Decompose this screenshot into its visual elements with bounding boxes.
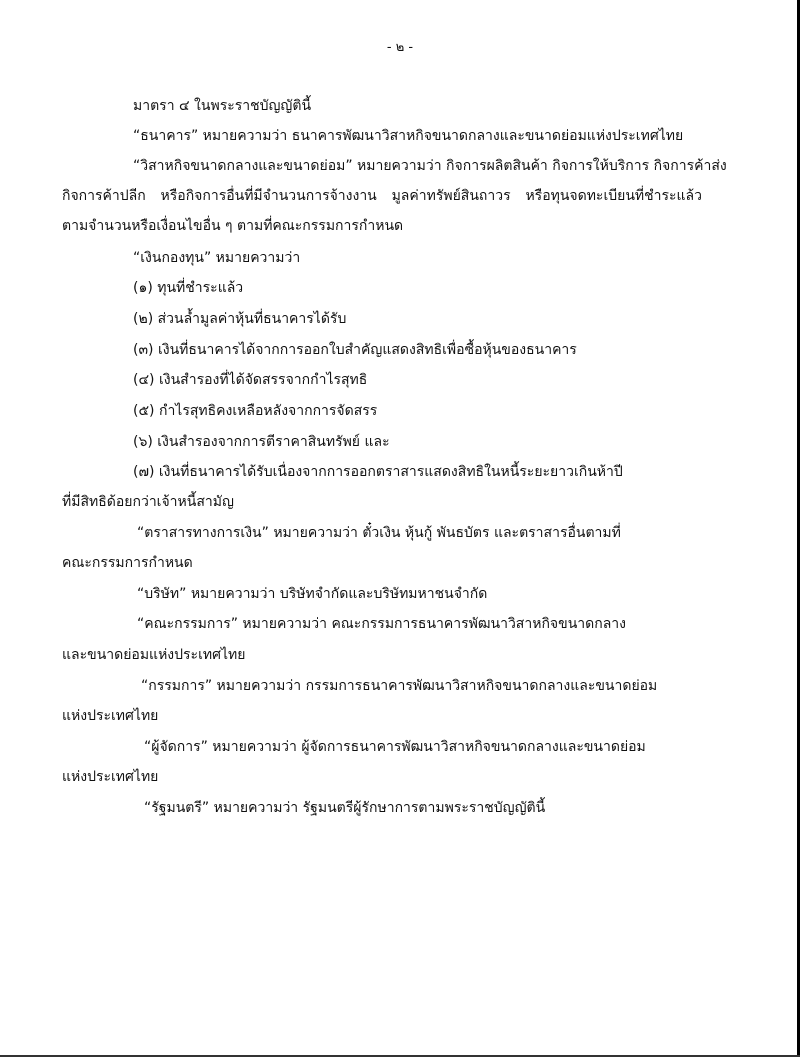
capital-item: (๔) เงินสำรองที่ได้จัดสรรจากกำไรสุทธิ: [133, 372, 368, 388]
definition-director-line2: แห่งประเทศไทย: [62, 708, 159, 724]
definition-financial-instrument-line2: คณะกรรมการกำหนด: [62, 555, 193, 571]
definition-board-line2: และขนาดย่อมแห่งประเทศไทย: [62, 647, 246, 663]
sme-line2-part: มูลค่าทรัพย์สินถาวร: [391, 188, 511, 204]
capital-item: (๖) เงินสำรองจากการตีราคาสินทรัพย์ และ: [133, 434, 390, 450]
definition-capital: “เงินกองทุน” หมายความว่า: [133, 250, 301, 266]
definition-minister: “รัฐมนตรี” หมายความว่า รัฐมนตรีผู้รักษาการตามพระราชบัญญัตินี้: [144, 800, 546, 816]
sme-line2-part: หรือทุนจดทะเบียนที่ชำระแล้ว: [525, 188, 702, 204]
capital-item: (๗) เงินที่ธนาคารได้รับเนื่องจากการออกตราสารแสดงสิทธิในหนี้ระยะยาวเกินห้าปี: [133, 464, 623, 480]
capital-item: (๒) ส่วนล้ำมูลค่าหุ้นที่ธนาคารได้รับ: [133, 311, 347, 327]
definition-manager-line2: แห่งประเทศไทย: [62, 769, 159, 785]
definition-board-line1: “คณะกรรมการ” หมายความว่า คณะกรรมการธนาคารพัฒนาวิสาหกิจขนาดกลาง: [137, 616, 626, 632]
page-number: - ๒ -: [386, 40, 414, 55]
definition-manager-line1: “ผู้จัดการ” หมายความว่า ผู้จัดการธนาคารพัฒนาวิสาหกิจขนาดกลางและขนาดย่อม: [144, 739, 646, 755]
sme-line2-part: กิจการค้าปลีก: [62, 188, 146, 204]
section-heading: มาตรา ๔ ในพระราชบัญญัตินี้: [133, 98, 312, 114]
capital-item: (๓) เงินที่ธนาคารได้จากการออกใบสำคัญแสดงสิทธิเพื่อซื้อหุ้นของธนาคาร: [133, 342, 577, 358]
capital-item-continuation: ที่มีสิทธิด้อยกว่าเจ้าหนี้สามัญ: [62, 494, 234, 510]
definition-company: “บริษัท” หมายความว่า บริษัทจำกัดและบริษัทมหาชนจำกัด: [137, 586, 488, 602]
definition-bank: “ธนาคาร” หมายความว่า ธนาคารพัฒนาวิสาหกิจขนาดกลางและขนาดย่อมแห่งประเทศไทย: [133, 128, 684, 144]
definition-sme-line1: “วิสาหกิจขนาดกลางและขนาดย่อม” หมายความว่า กิจการผลิตสินค้า กิจการให้บริการ กิจการค้าส่ง: [133, 158, 727, 174]
definition-sme-line3: ตามจำนวนหรือเงื่อนไขอื่น ๆ ตามที่คณะกรรมการกำหนด: [62, 218, 404, 234]
definition-financial-instrument-line1: “ตราสารทางการเงิน” หมายความว่า ตั๋วเงิน หุ้นกู้ พันธบัตร และตราสารอื่นตามที่: [137, 525, 621, 541]
definition-sme-line2: [62, 186, 702, 206]
definition-director-line1: “กรรมการ” หมายความว่า กรรมการธนาคารพัฒนาวิสาหกิจขนาดกลางและขนาดย่อม: [141, 678, 658, 694]
sme-line2-part: หรือกิจการอื่นที่มีจำนวนการจ้างงาน: [160, 188, 377, 204]
capital-item: (๑) ทุนที่ชำระแล้ว: [133, 280, 244, 296]
capital-item: (๕) กำไรสุทธิคงเหลือหลังจากการจัดสรร: [133, 403, 378, 419]
